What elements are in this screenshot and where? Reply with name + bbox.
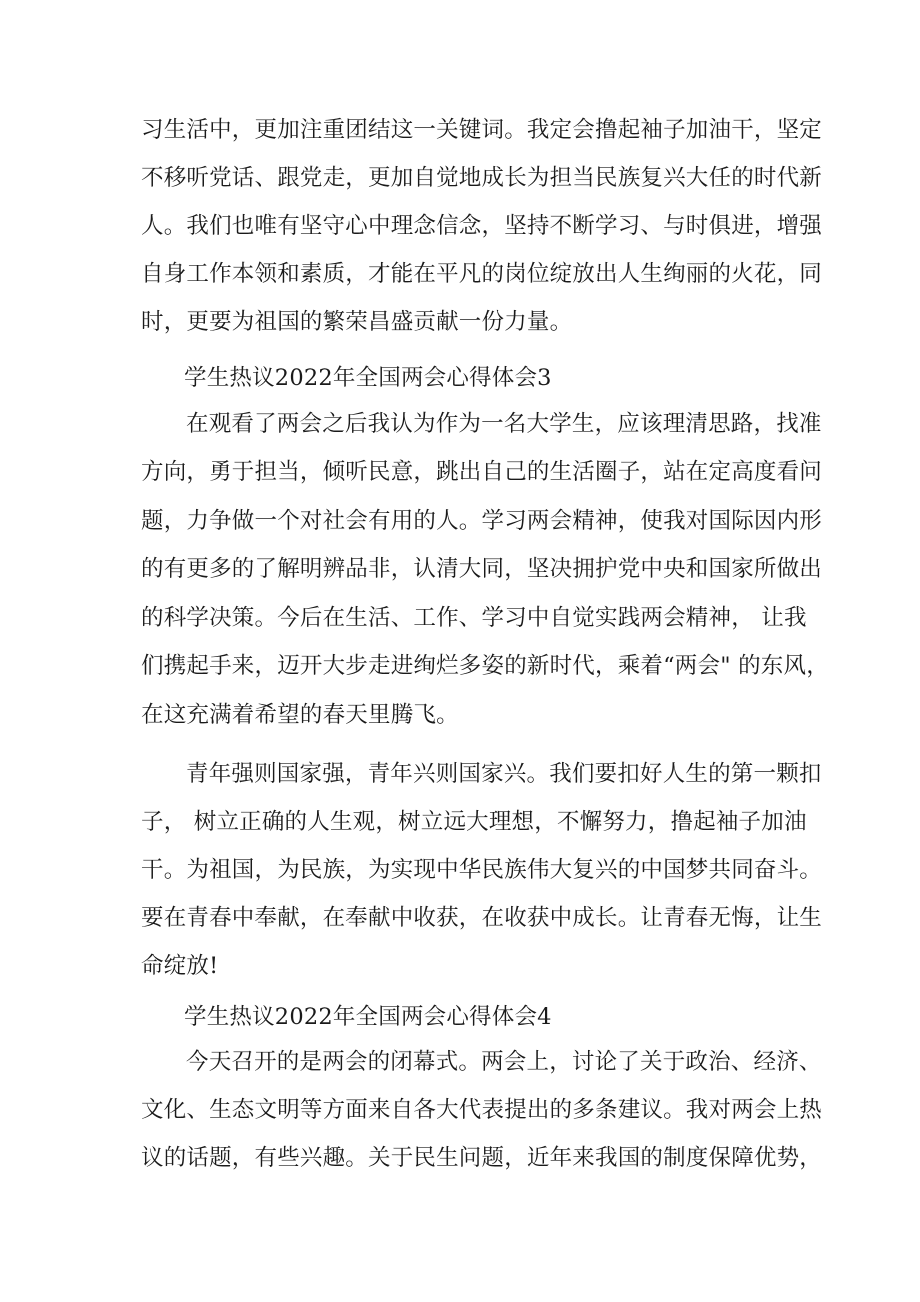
paragraph-line: 命绽放! [141,953,219,979]
paragraph-line: 题，力争做一个对社会有用的人。学习两会精神，使我对国际因内形 [141,508,823,534]
paragraph-line: 方向，勇于担当，倾听民意，跳出自己的生活圈子，站在定高度看问 [141,459,823,485]
section-heading: 学生热议2022年全国两会心得体会3 [184,365,552,391]
paragraph-line: 们携起手来，迈开大步走进绚烂多姿的新时代，乘着“两会" 的东风， [141,653,829,679]
section-heading: 学生热议2022年全国两会心得体会4 [184,1004,552,1030]
paragraph-line: 时，更要为祖国的繁荣昌盛贡献一份力量。 [141,309,573,335]
paragraph-line: 人。我们也唯有坚守心中理念信念，坚持不断学习、与时俱进，增强 [141,213,823,239]
paragraph-line: 在观看了两会之后我认为作为一名大学生，应该理清思路，找准 [186,411,822,437]
paragraph-line: 干。为祖国，为民族，为实现中华民族伟大复兴的中国梦共同奋斗。 [141,857,823,883]
paragraph-line: 今天召开的是两会的闭幕式。两会上，讨论了关于政治、经济、 [186,1049,822,1075]
paragraph-line: 议的话题，有些兴趣。关于民生问题，近年来我国的制度保障优势， [141,1145,823,1171]
paragraph-line: 自身工作本领和素质，才能在平凡的岗位绽放出人生绚丽的火花，同 [141,261,823,287]
paragraph-line: 青年强则国家强，青年兴则国家兴。我们要扣好人生的第一颗扣 [186,761,822,787]
paragraph-line: 习生活中，更加注重团结这一关键词。我定会撸起袖子加油干，坚定 [141,117,823,143]
paragraph-line: 文化、生态文明等方面来自各大代表提出的多条建议。我对两会上热 [141,1097,823,1123]
paragraph-line: 的科学决策。今后在生活、工作、学习中自觉实践两会精神， 让我 [141,605,807,631]
paragraph-line: 的有更多的了解明辨品非，认清大同，坚决拥护党中央和国家所做出 [141,556,823,582]
paragraph-line: 子， 树立正确的人生观，树立远大理想，不懈努力，撸起袖子加油 [141,809,807,835]
paragraph-line: 不移听党话、跟党走，更加自觉地成长为担当民族复兴大任的时代新 [141,165,823,191]
paragraph-line: 要在青春中奉献，在奉献中收获，在收获中成长。让青春无悔，让生 [141,905,823,931]
paragraph-line: 在这充满着希望的春天里腾飞。 [141,702,459,728]
